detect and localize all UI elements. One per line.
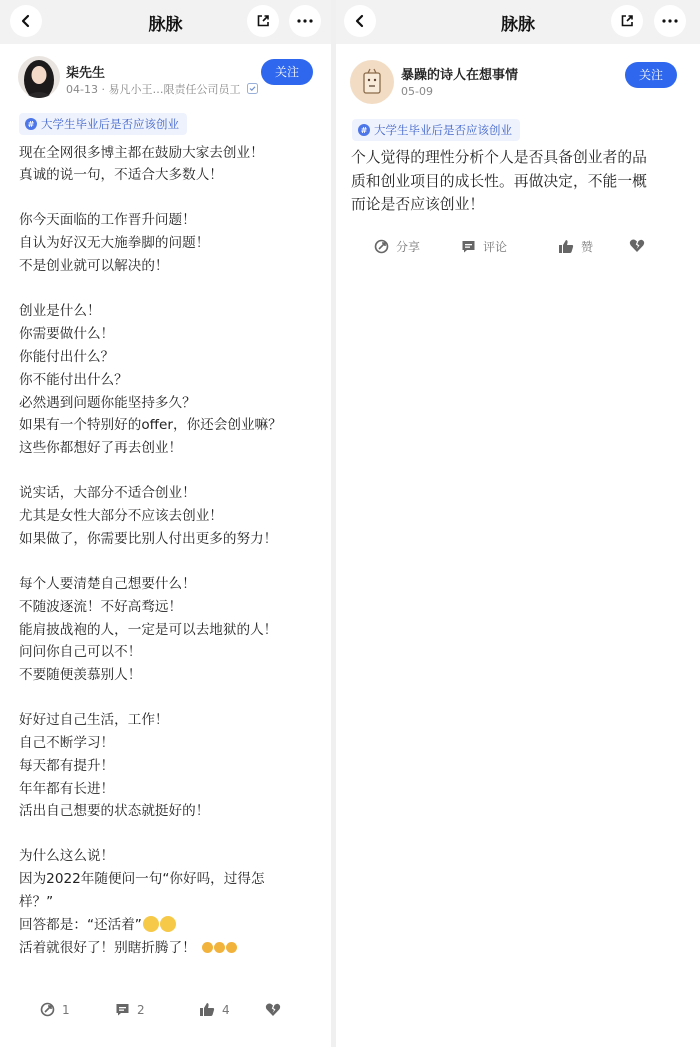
user-illustration-icon <box>350 60 394 104</box>
post-line: 自己不断学习！ <box>19 735 115 751</box>
verified-badge-icon <box>247 83 258 94</box>
comment-icon <box>115 1002 130 1017</box>
post-line: 个人觉得的理性分析个人是否具备创业者的品 <box>351 149 647 166</box>
more-dots-icon <box>662 19 678 23</box>
post-line: 每天都有提升！ <box>19 758 115 774</box>
dislike-action[interactable] <box>629 238 652 253</box>
left-post-panel <box>0 0 331 1047</box>
post-line: 你需要做什么！ <box>19 326 115 342</box>
like-label: 赞 <box>581 240 594 254</box>
post-line: 现在全网很多博主都在鼓励大家去创业！ <box>19 145 264 161</box>
post-line: 好好过自己生活，工作！ <box>19 712 169 728</box>
share-count: 1 <box>62 1002 70 1017</box>
user-photo-icon <box>18 56 60 98</box>
flushed-emoji-icon <box>143 916 159 932</box>
broken-heart-icon <box>265 1002 281 1017</box>
share-action[interactable] <box>40 1002 70 1017</box>
follow-button[interactable]: 关注 <box>625 62 677 88</box>
comment-label: 评论 <box>483 240 508 254</box>
post-line: 必然遇到问题你能坚持多久？ <box>19 395 196 411</box>
more-button[interactable] <box>289 5 321 37</box>
share-out-button[interactable] <box>247 5 279 37</box>
post-line: 每个人要清楚自己想要什么！ <box>19 576 196 592</box>
post-line: 如果做了，你需要比别人付出更多的努力！ <box>19 531 278 547</box>
share-icon <box>374 239 389 254</box>
post-line: 不要随便羡慕别人！ <box>19 667 142 683</box>
avatar[interactable] <box>18 56 60 98</box>
post-line: 质和创业项目的成长性。再做决定，不能一概 <box>351 173 647 190</box>
share-out-button[interactable] <box>611 5 643 37</box>
share-icon <box>40 1002 55 1017</box>
thumbs-up-icon <box>199 1002 215 1017</box>
post-line: 你不能付出什么？ <box>19 372 128 388</box>
post-line: 活出自己想要的状态就挺好的！ <box>19 803 210 819</box>
external-share-icon <box>256 14 270 28</box>
topic-tag[interactable] <box>19 113 187 135</box>
broken-heart-icon <box>629 238 645 253</box>
comment-count: 2 <box>137 1002 145 1017</box>
nav-bar <box>336 0 700 44</box>
grimace-emoji-icon <box>226 942 237 953</box>
flushed-emoji-icon <box>160 916 176 932</box>
hashtag-icon: # <box>25 118 37 130</box>
page-title: 脉脉 <box>148 15 183 35</box>
post-line: 创业是什么！ <box>19 303 101 319</box>
post-meta <box>66 81 258 97</box>
post-line: 真诚的说一句，不适合大多数人！ <box>19 167 223 183</box>
post-line-text: 活着就很好了！别瞎折腾了！ <box>19 940 196 956</box>
comment-action[interactable] <box>461 238 507 255</box>
post-line-text: 回答都是：“还活着” <box>19 917 142 933</box>
post-line-with-emoji <box>19 939 237 957</box>
comment-icon <box>461 239 476 254</box>
post-line: 年年都有长进！ <box>19 781 115 797</box>
grimace-emoji-icon <box>202 942 213 953</box>
share-action[interactable] <box>374 238 420 255</box>
post-header <box>0 52 331 100</box>
post-line-with-emoji <box>19 916 176 934</box>
post-line: 问问你自己可以不！ <box>19 644 142 660</box>
author-name[interactable]: 暴躁的诗人在想事情 <box>401 68 519 83</box>
page-title: 脉脉 <box>501 15 535 35</box>
avatar[interactable] <box>350 60 394 104</box>
share-label: 分享 <box>396 240 421 254</box>
external-share-icon <box>620 14 634 28</box>
post-line: 因为2022年随便问一句“你好吗，过得怎 <box>19 871 265 887</box>
post-line: 自认为好汉无大施拳脚的问题！ <box>19 235 210 251</box>
post-line: 不是创业就可以解决的！ <box>19 258 169 274</box>
thumbs-up-icon <box>558 239 574 254</box>
topic-tag[interactable] <box>352 119 520 141</box>
topic-label: 大学生毕业后是否应该创业 <box>374 123 512 137</box>
comment-action[interactable] <box>115 1002 145 1017</box>
dislike-action[interactable] <box>265 1002 288 1017</box>
post-line: 尤其是女性大部分不应该去创业！ <box>19 508 223 524</box>
post-meta: 05-09 <box>401 85 433 98</box>
post-line: 说实话，大部分不适合创业！ <box>19 485 196 501</box>
post-line: 能肩披战袍的人，一定是可以去地狱的人！ <box>19 622 278 638</box>
follow-button[interactable]: 关注 <box>261 59 313 85</box>
hashtag-icon: # <box>358 124 370 136</box>
post-line: 不随波逐流！不好高骛远！ <box>19 599 183 615</box>
nav-bar <box>0 0 331 44</box>
author-name[interactable]: 柒先生 <box>66 66 106 81</box>
post-line: 为什么这么说！ <box>19 848 115 864</box>
more-button[interactable] <box>654 5 686 37</box>
post-meta-text: 04-13 · 易凡小王…限责任公司员工 <box>66 83 241 96</box>
like-action[interactable] <box>199 1002 230 1017</box>
post-line: 而论是否应该创业！ <box>351 196 485 213</box>
post-line: 你能付出什么？ <box>19 349 115 365</box>
topic-label: 大学生毕业后是否应该创业 <box>41 117 179 131</box>
post-line: 这些你都想好了再去创业！ <box>19 440 183 456</box>
like-action[interactable] <box>558 238 593 255</box>
more-dots-icon <box>297 19 313 23</box>
like-count: 4 <box>222 1002 230 1017</box>
grimace-emoji-icon <box>214 942 225 953</box>
post-line: 如果有一个特别好的offer，你还会创业嘛？ <box>19 417 282 433</box>
post-line: 样？” <box>19 894 54 910</box>
post-line: 你今天面临的工作晋升问题！ <box>19 212 196 228</box>
